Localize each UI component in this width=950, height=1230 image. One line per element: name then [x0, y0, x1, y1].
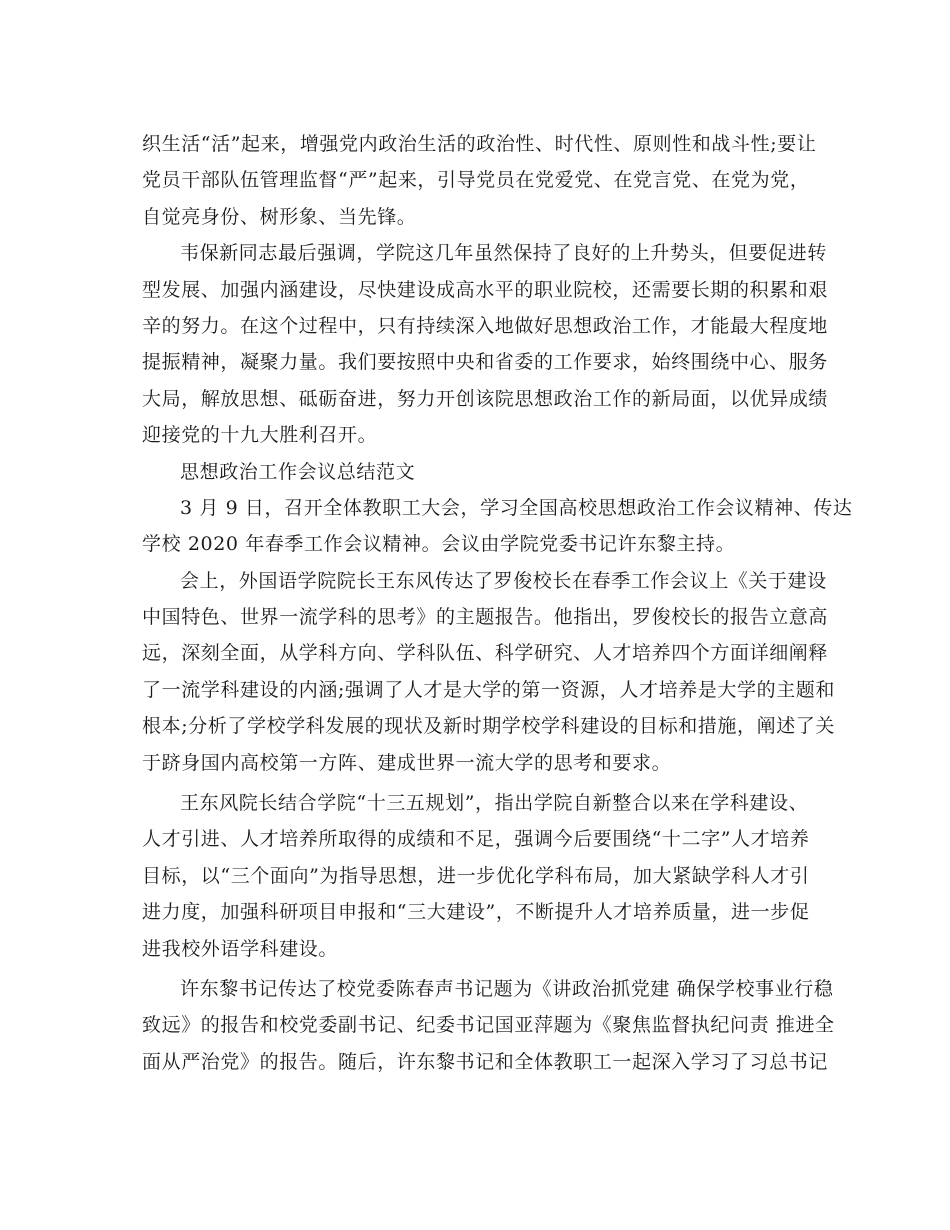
paragraph-line: 根本;分析了学校学科发展的现状及新时期学校学科建设的目标和措施，阐述了关	[142, 715, 836, 738]
paragraph-line: 韦保新同志最后强调，学院这几年虽然保持了良好的上升势头，但要促进转	[180, 242, 827, 265]
paragraph-line: 党员干部队伍管理监督“严”起来，引导党员在党爱党、在党言党、在党为党，	[142, 169, 810, 192]
section-title	[142, 454, 812, 490]
paragraph-6	[142, 971, 835, 1080]
paragraph-line: 会上，外国语学院院长王东风传达了罗俊校长在春季工作会议上《关于建设	[180, 569, 827, 592]
paragraph-line: 自觉亮身份、树形象、当先锋。	[142, 205, 417, 228]
paragraph-line: 人才引进、人才培养所取得的成绩和不足，强调今后要围绕“十二字”人才培养	[142, 828, 810, 851]
paragraph-line: 目标，以“三个面向”为指导思想，进一步优化学科布局，加大紧缺学科人才引	[142, 864, 810, 887]
section-title-text: 思想政治工作会议总结范文	[180, 460, 416, 483]
paragraph-line: 面从严治党》的报告。随后，许东黎书记和全体教职工一起深入学习了习总书记	[142, 1050, 829, 1073]
paragraph-line: 致远》的报告和校党委副书记、纪委书记国亚萍题为《聚焦监督执纪问责 推进全	[142, 1014, 835, 1037]
paragraph-line: 织生活“活”起来，增强党内政治生活的政治性、时代性、原则性和战斗性;要让	[142, 133, 817, 155]
document-body	[142, 126, 853, 1080]
paragraph-line: 许东黎书记传达了校党委陈春声书记题为《讲政治抓党建 确保学校事业行稳	[180, 977, 834, 1000]
paragraph-line: 中国特色、世界一流学科的思考》的主题报告。他指出，罗俊校长的报告立意高	[142, 606, 829, 629]
paragraph-line: 于跻身国内高校第一方阵、建成世界一流大学的思考和要求。	[142, 751, 672, 774]
paragraph-line: 远，深刻全面，从学科方向、学科队伍、科学研究、人才培养四个方面详细阐释	[142, 642, 829, 665]
paragraph-line: 进我校外语学科建设。	[142, 937, 339, 960]
paragraph-3	[142, 490, 853, 563]
paragraph-5	[142, 785, 812, 967]
paragraph-line: 型发展、加强内涵建设，尽快建设成高水平的职业院校，还需要长期的积累和艰	[142, 278, 829, 301]
paragraph-line: 迎接党的十九大胜利召开。	[142, 424, 378, 447]
paragraph-2	[142, 235, 829, 453]
paragraph-line: 辛的努力。在这个过程中，只有持续深入地做好思想政治工作，才能最大程度地	[142, 314, 829, 337]
paragraph-line: 进力度，加强科研项目申报和“三大建设”，不断提升人才培养质量，进一步促	[142, 901, 810, 924]
paragraph-1	[142, 126, 817, 235]
paragraph-line: 学校 2020 年春季工作会议精神。会议由学院党委书记许东黎主持。	[142, 533, 736, 556]
paragraph-line: 3 月 9 日，召开全体教职工大会，学习全国高校思想政治工作会议精神、传达	[180, 496, 853, 519]
paragraph-line: 提振精神，凝聚力量。我们要按照中央和省委的工作要求，始终围绕中心、服务	[142, 351, 829, 374]
paragraph-4	[142, 563, 836, 781]
paragraph-line: 王东风院长结合学院“十三五规划”，指出学院自新整合以来在学科建设、	[180, 792, 809, 815]
paragraph-line: 大局，解放思想、砥砺奋进，努力开创该院思想政治工作的新局面，以优异成绩	[142, 387, 829, 410]
paragraph-line: 了一流学科建设的内涵;强调了人才是大学的第一资源，人才培养是大学的主题和	[142, 678, 836, 701]
